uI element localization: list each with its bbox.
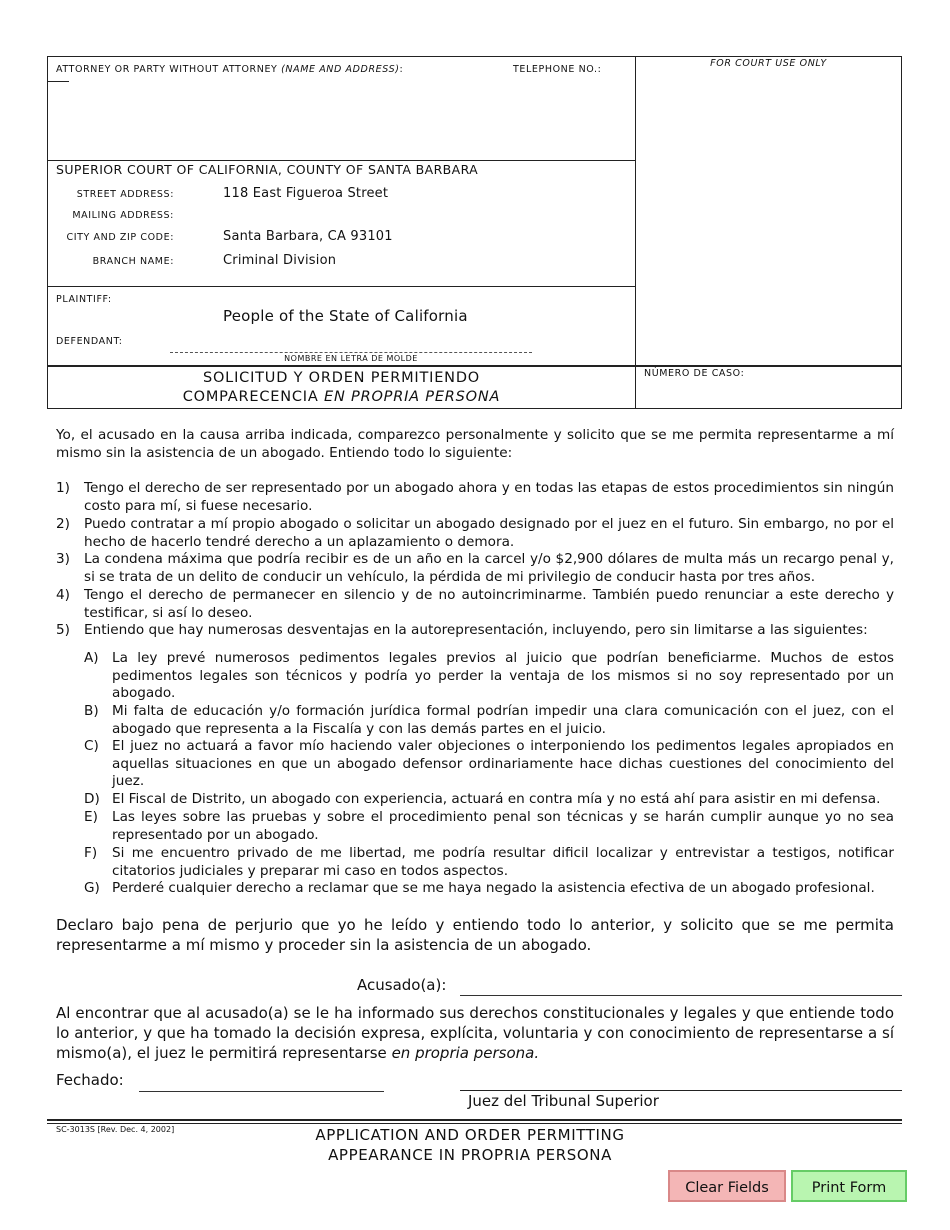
- clear-fields-button[interactable]: Clear Fields: [668, 1170, 786, 1202]
- form-id: SC-3013S [Rev. Dec. 4, 2002]: [56, 1125, 175, 1134]
- list-item-number: 5): [56, 622, 70, 638]
- branch-label: BRANCH NAME:: [92, 256, 174, 267]
- list-item: Tengo el derecho de permanecer en silencio y de no autoincriminarme. También puedo renunciar a este derecho y testificar, si así lo deseo.: [84, 587, 894, 621]
- sub-item-letter: E): [84, 809, 98, 825]
- dated-label: Fechado:: [56, 1071, 124, 1089]
- sub-item-letter: A): [84, 650, 99, 666]
- defendant-label: DEFENDANT:: [56, 336, 123, 347]
- telephone-label: TELEPHONE NO.:: [513, 64, 602, 75]
- sub-item-letter: B): [84, 703, 99, 719]
- list-item: Puedo contratar a mí propio abogado o solicitar un abogado designado por el juez en el futuro. Sin embargo, no por el hecho de hacerlo tendré derecho a un aplazamiento o demora.: [84, 516, 894, 550]
- intro-paragraph: Yo, el acusado en la causa arriba indicada, comparezco personalmente y solicito que se me permita representarme a mí mismo sin la asistencia de un abogado. Entiendo todo lo siguiente:: [56, 427, 894, 461]
- sub-item: Las leyes sobre las pruebas y sobre el procedimiento penal son técnicas y se harán cumplir aunque yo no sea representado por un abogado.: [112, 809, 894, 843]
- sub-item: Si me encuentro privado de me libertad, me podría resultar dificil localizar y entrevistar a testigos, notificar citatorios judiciales y preparar mi caso en todos aspectos.: [112, 845, 894, 879]
- form-title-spanish: SOLICITUD Y ORDEN PERMITIENDO COMPARECENCIA EN PROPRIA PERSONA: [182, 370, 501, 405]
- print-form-button[interactable]: Print Form: [791, 1170, 907, 1202]
- branch-name-field[interactable]: Criminal Division: [223, 253, 337, 268]
- mailing-label: MAILING ADDRESS:: [72, 210, 174, 221]
- plaintiff-field[interactable]: People of the State of California: [223, 307, 468, 325]
- finding-paragraph: Al encontrar que al acusado(a) se le ha informado sus derechos constitucionales y legales y que entiende todo lo anterior, y que ha tomado la decisión expresa, explícita, voluntaria y con conocimiento de representarse a sí mismo(a), el juez le permitirá representarse en propria persona.: [56, 1004, 894, 1062]
- accused-signature-field[interactable]: [460, 976, 902, 996]
- sub-item: Perderé cualquier derecho a reclamar que se me haya negado la asistencia efectiva de un abogado profesional.: [112, 880, 875, 896]
- judge-label: Juez del Tribunal Superior: [468, 1092, 659, 1110]
- sub-item-letter: G): [84, 880, 100, 896]
- court-use-label: FOR COURT USE ONLY: [710, 58, 827, 69]
- sub-item-letter: D): [84, 791, 100, 807]
- list-item-number: 1): [56, 480, 70, 496]
- sub-item: La ley prevé numerosos pedimentos legales previos al juicio que podrían beneficiarme. Muchos de estos pedimentos legales son técnicos y podría yo perder la ventaja de los mismos si no soy representado por un abogado.: [112, 650, 894, 701]
- sub-item: Mi falta de educación y/o formación jurídica formal podrían impedir una clara comunicación con el juez, con el abogado que representa a la Fiscalía y con las demás partes en el juicio.: [112, 703, 894, 737]
- sub-item: El juez no actuará a favor mío haciendo valer objeciones o interponiendo los pedimentos legales apropiados en aquellas situaciones en que un abogado defensor ordinariamente hace dichas cuestiones del conocimiento del juez.: [112, 738, 894, 789]
- city-zip-field[interactable]: Santa Barbara, CA 93101: [223, 229, 393, 244]
- date-field[interactable]: [139, 1072, 384, 1092]
- sub-item-letter: F): [84, 845, 98, 861]
- sub-item: El Fiscal de Distrito, un abogado con experiencia, actuará en contra mía y no está ahí para asistir en mi defensa.: [112, 791, 881, 807]
- list-item-number: 3): [56, 551, 70, 567]
- list-item-number: 2): [56, 516, 70, 532]
- mailing-address-field[interactable]: [223, 207, 523, 223]
- list-item: La condena máxima que podría recibir es de un año en la carcel y/o $2,900 dólares de multa más un recargo penal y, si se trata de un delito de conducir un vehículo, la pérdida de mi privilegio de conducir hasta por tres años.: [84, 551, 894, 585]
- name-hint: NOMBRE EN LETRA DE MOLDE: [284, 354, 418, 363]
- accused-label: Acusado(a):: [357, 976, 447, 994]
- list-item-number: 4): [56, 587, 70, 603]
- street-address-field[interactable]: 118 East Figueroa Street: [223, 186, 389, 201]
- judge-signature-line: [460, 1090, 902, 1091]
- plaintiff-label: PLAINTIFF:: [56, 294, 112, 305]
- form-title-english: APPLICATION AND ORDER PERMITTING APPEARANCE IN PROPRIA PERSONA: [315, 1126, 625, 1164]
- court-name: SUPERIOR COURT OF CALIFORNIA, COUNTY OF SANTA BARBARA: [56, 162, 479, 177]
- defendant-name-field[interactable]: [170, 337, 532, 353]
- declaration-paragraph: Declaro bajo pena de perjurio que yo he leído y entiendo todo lo anterior, y solicito que se me permita representarme a mí mismo y proceder sin la asistencia de un abogado.: [56, 916, 894, 954]
- street-label: STREET ADDRESS:: [76, 189, 174, 200]
- sub-item-letter: C): [84, 738, 99, 754]
- attorney-label: ATTORNEY OR PARTY WITHOUT ATTORNEY (NAME AND ADDRESS):: [56, 64, 404, 75]
- list-item: Tengo el derecho de ser representado por un abogado ahora y en todas las etapas de estos procedimientos sin ningún costo para mí, si fuese necesario.: [84, 480, 894, 514]
- case-number-label: NÚMERO DE CASO:: [644, 368, 745, 379]
- city-zip-label: CITY AND ZIP CODE:: [66, 232, 174, 243]
- list-item: Entiendo que hay numerosas desventajas en la autorepresentación, incluyendo, pero sin limitarse a las siguientes:: [84, 622, 868, 638]
- case-number-field[interactable]: [644, 384, 894, 402]
